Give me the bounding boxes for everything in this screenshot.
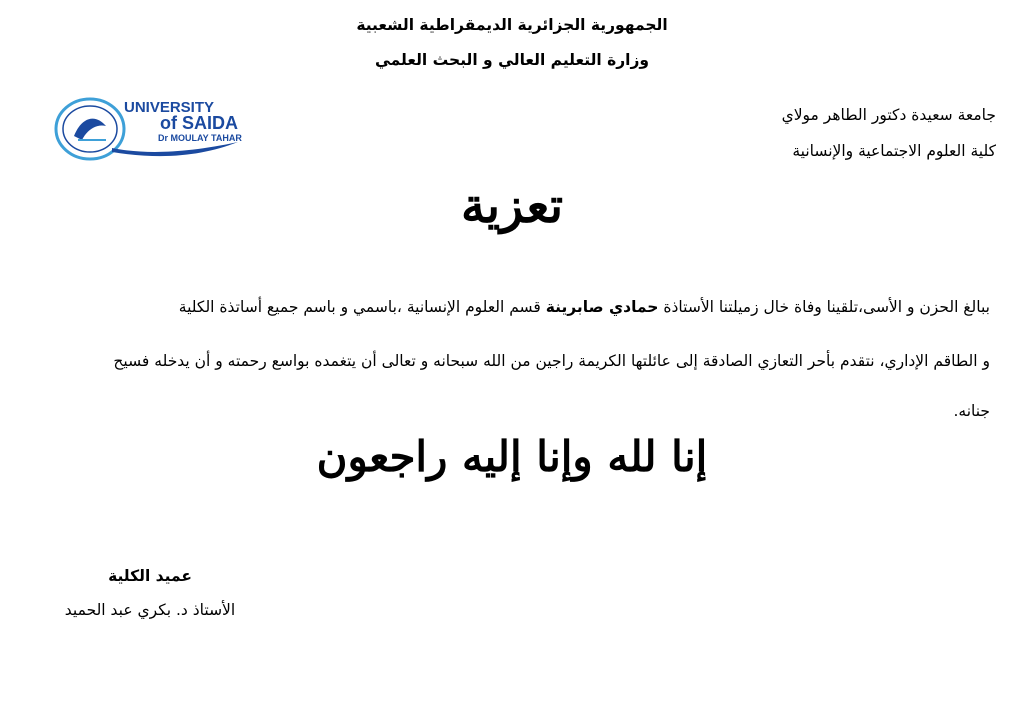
university-name: جامعة سعيدة دكتور الطاهر مولاي [781,106,996,124]
deceased-relative-name: حمادي صابرينة [545,298,659,316]
body-line-3: جنانه. [953,402,990,420]
logo-line2: of SAIDA [160,113,238,133]
logo-line3: Dr MOULAY TAHAR [158,133,242,143]
body-line-1 [28,298,990,316]
signature-role: عميد الكلية [108,567,192,585]
body-line-1-post: قسم العلوم الإنسانية ،باسمي و باسم جميع أساتذة الكلية [178,298,546,316]
logo-line1: UNIVERSITY [124,99,215,116]
quran-verse-calligraphy: إنا لله وإنا إليه راجعون [316,432,708,481]
signature-name: الأستاذ د. بكري عبد الحميد [64,601,236,619]
body-line-2: و الطاقم الإداري، نتقدم بأحر التعازي الصادقة إلى عائلتها الكريمة راجين من الله سبحانه و تعالى أن يتغمده بواسع رحمته و أن يدخله فسيح [113,352,990,370]
page-title: تعزية [460,178,564,234]
republic-header: الجمهورية الجزائرية الديمقراطية الشعبية [356,16,668,34]
university-logo [52,96,246,162]
ministry-header: وزارة التعليم العالي و البحث العلمي [374,51,650,69]
body-line-1-pre: ببالغ الحزن و الأسى،تلقينا وفاة خال زميلتنا الأستاذة [658,298,990,316]
faculty-name: كلية العلوم الاجتماعية والإنسانية [792,142,996,160]
